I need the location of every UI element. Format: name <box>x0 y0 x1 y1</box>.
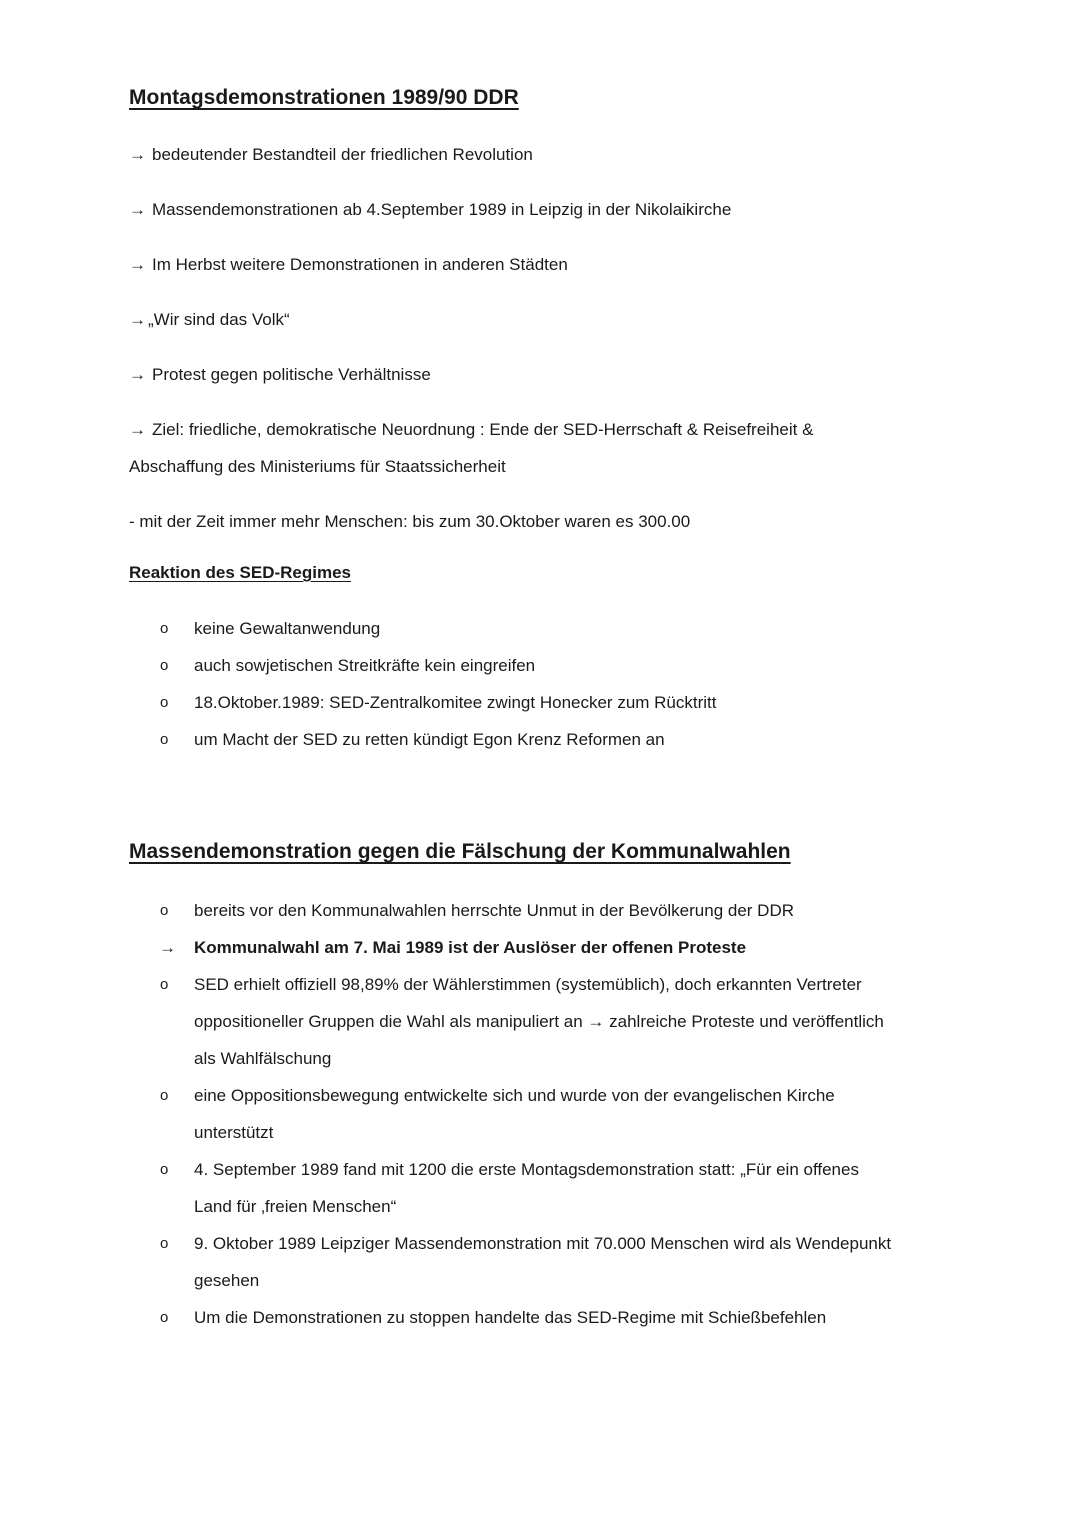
list-item-text: SED erhielt offiziell 98,89% der Wählerstimmen (systemüblich), doch erkannten Vertreter <box>194 975 862 994</box>
line-revolution <box>129 136 959 173</box>
arrow-icon: → <box>129 310 146 329</box>
list-item-text: eine Oppositionsbewegung entwickelte sich und wurde von der evangelischen Kirche <box>194 1086 835 1105</box>
reaction-list <box>129 610 959 758</box>
line-text: Massendemonstrationen ab 4.September 1989 in Leipzig in der Nikolaikirche <box>152 200 732 219</box>
list-item-text: oppositioneller Gruppen die Wahl als manipuliert an → zahlreiche Proteste und veröffentlich <box>194 1012 884 1031</box>
list-item-text: bereits vor den Kommunalwahlen herrschte Unmut in der Bevölkerung der DDR <box>194 901 795 920</box>
bullet-circle-icon: o <box>160 902 169 919</box>
line-menschen: - mit der Zeit immer mehr Menschen: bis zum 30.Oktober waren es 300.00 <box>129 512 691 531</box>
section1-subheading: Reaktion des SED-Regimes <box>129 563 352 582</box>
bullet-circle-icon: o <box>160 1087 169 1104</box>
arrow-icon: → <box>129 365 146 384</box>
line-text: Im Herbst weitere Demonstrationen in anderen Städten <box>152 255 568 274</box>
bullet-circle-icon: o <box>160 1235 169 1252</box>
arrow-icon: → <box>129 420 146 439</box>
list-item-continuation <box>129 1040 959 1077</box>
line-herbst <box>129 246 959 283</box>
list-item-text: 18.Oktober.1989: SED-Zentralkomitee zwingt Honecker zum Rücktritt <box>194 693 717 712</box>
line-text: „Wir sind das Volk“ <box>148 310 290 329</box>
list-item-text: Kommunalwahl am 7. Mai 1989 ist der Auslöser der offenen Proteste <box>194 938 747 957</box>
list-item-continuation <box>129 1188 959 1225</box>
document-page <box>129 82 959 1336</box>
list-item-text: Land für ‚freien Menschen“ <box>194 1197 397 1216</box>
list-item-text: 4. September 1989 fand mit 1200 die erste Montagsdemonstration statt: „Für ein offenes <box>194 1160 859 1179</box>
list-item <box>129 892 959 929</box>
list-item <box>129 929 959 966</box>
bullet-circle-icon: o <box>160 657 169 674</box>
line-volk <box>129 301 959 338</box>
line-text: Protest gegen politische Verhältnisse <box>152 365 431 384</box>
list-item <box>129 1151 959 1188</box>
line-ziel <box>129 411 959 448</box>
kommunalwahl-list <box>129 892 959 1336</box>
line-protest <box>129 356 959 393</box>
line-ziel-cont: Abschaffung des Ministeriums für Staatssicherheit <box>129 457 506 476</box>
arrow-icon: → <box>129 145 146 164</box>
list-item <box>129 684 959 721</box>
list-item <box>129 1225 959 1262</box>
list-item <box>129 1299 959 1336</box>
bullet-circle-icon: o <box>160 620 169 637</box>
line-massendemo <box>129 191 959 228</box>
list-item-continuation <box>129 1262 959 1299</box>
list-item-text: auch sowjetischen Streitkräfte kein eingreifen <box>194 656 536 675</box>
list-item-text: unterstützt <box>194 1123 274 1142</box>
list-item-continuation <box>129 1114 959 1151</box>
list-item-continuation <box>129 1003 959 1040</box>
section2-title: Massendemonstration gegen die Fälschung der Kommunalwahlen <box>129 840 791 863</box>
line-text: bedeutender Bestandteil der friedlichen Revolution <box>152 145 533 164</box>
list-item <box>129 610 959 647</box>
list-item <box>129 1077 959 1114</box>
arrow-icon: → <box>159 938 176 957</box>
bullet-circle-icon: o <box>160 1161 169 1178</box>
line-text: Ziel: friedliche, demokratische Neuordnung : Ende der SED-Herrschaft & Reisefreiheit & <box>152 420 814 439</box>
list-item <box>129 647 959 684</box>
bullet-circle-icon: o <box>160 694 169 711</box>
list-item <box>129 721 959 758</box>
list-item <box>129 966 959 1003</box>
bullet-circle-icon: o <box>160 1309 169 1326</box>
list-item-text: um Macht der SED zu retten kündigt Egon Krenz Reformen an <box>194 730 665 749</box>
bullet-circle-icon: o <box>160 976 169 993</box>
arrow-icon: → <box>129 255 146 274</box>
section1-title: Montagsdemonstrationen 1989/90 DDR <box>129 86 519 109</box>
list-item-text: Um die Demonstrationen zu stoppen handelte das SED-Regime mit Schießbefehlen <box>194 1308 827 1327</box>
arrow-icon: → <box>129 200 146 219</box>
list-item-text: als Wahlfälschung <box>194 1049 332 1068</box>
list-item-text: gesehen <box>194 1271 260 1290</box>
list-item-text: keine Gewaltanwendung <box>194 619 381 638</box>
list-item-text: 9. Oktober 1989 Leipziger Massendemonstration mit 70.000 Menschen wird als Wendepunkt <box>194 1234 892 1253</box>
bullet-circle-icon: o <box>160 731 169 748</box>
